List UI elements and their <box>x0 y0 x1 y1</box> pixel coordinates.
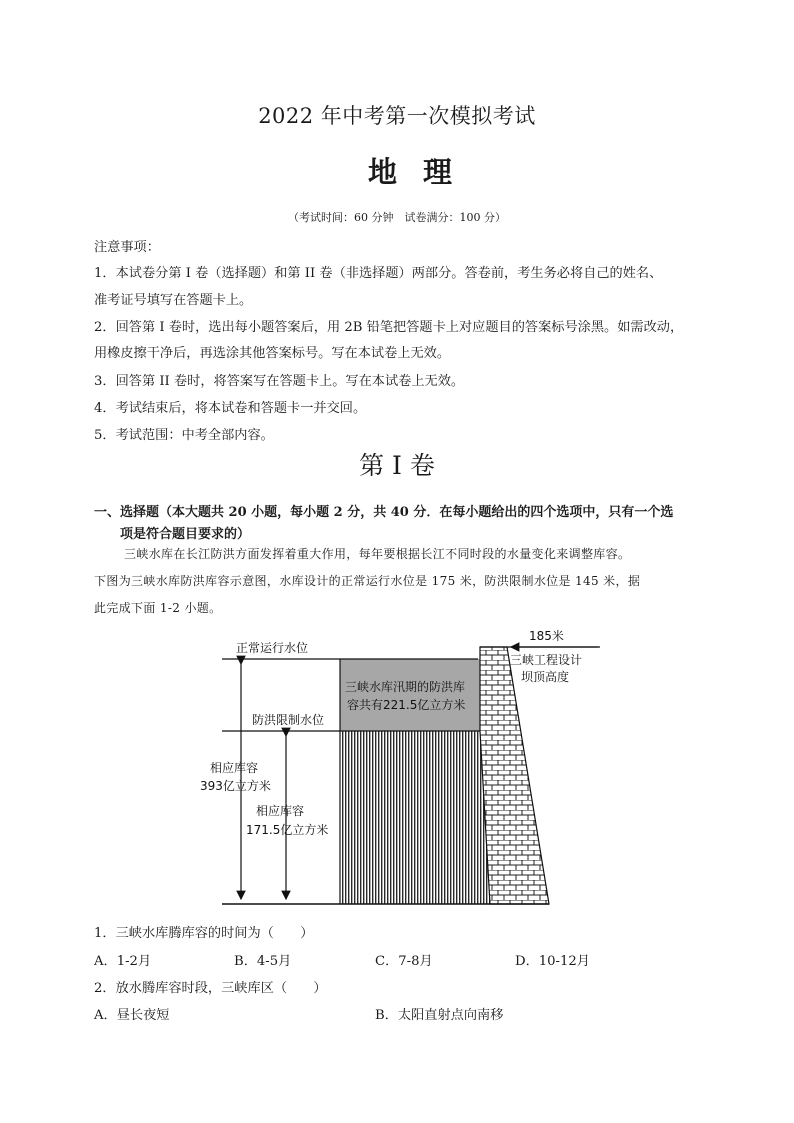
exam-info: （考试时间：60 分钟 试卷满分：100 分） <box>288 211 506 224</box>
subject-title: 地理 <box>367 155 478 189</box>
notice-line: 用橡皮擦干净后，再选涂其他答案标号。写在本试卷上无效。 <box>94 346 451 361</box>
notice-title: 注意事项： <box>94 240 160 255</box>
label-capacity-393-2: 393亿立方米 <box>200 779 271 793</box>
section-heading-cont: 项是符合题目要求的） <box>120 527 251 542</box>
question-1-option-c: C．7-8月 <box>375 954 433 969</box>
notice-line: 4．考试结束后，将本试卷和答题卡一并交回。 <box>94 401 367 416</box>
passage-line: 此完成下面 1-2 小题。 <box>94 601 222 615</box>
question-2-option-a: A．昼长夜短 <box>94 1008 170 1023</box>
reservoir-water-below-limit <box>340 731 490 904</box>
question-1-option-b: B．4-5月 <box>234 954 292 969</box>
flood-storage-area <box>340 659 480 731</box>
label-normal-level: 正常运行水位 <box>236 641 309 655</box>
question-1-option-d: D．10-12月 <box>515 954 590 969</box>
question-1-option-a: A．1-2月 <box>94 954 152 969</box>
label-dam-design-1: 三峡工程设计 <box>510 653 583 667</box>
notice-line: 5．考试范围：中考全部内容。 <box>94 428 274 443</box>
question-2-option-b: B．太阳直射点向南移 <box>375 1008 504 1023</box>
notice-line: 3．回答第 II 卷时，将答案写在答题卡上。写在本试卷上无效。 <box>94 374 465 389</box>
notice-line: 1．本试卷分第 I 卷（选择题）和第 II 卷（非选择题）两部分。答卷前，考生务必将自己的姓名、 <box>94 266 663 281</box>
notice-line: 准考证号填写在答题卡上。 <box>94 293 253 308</box>
question-1-stem: 1．三峡水库腾库容的时间为（ ） <box>94 926 314 941</box>
volume-title: 第 I 卷 <box>359 451 435 480</box>
label-dam-design-2: 坝顶高度 <box>521 670 570 684</box>
label-capacity-171-2: 171.5亿立方米 <box>246 823 329 837</box>
passage-line: 三峡水库在长江防洪方面发挥着重大作用，每年要根据长江不同时段的水量变化来调整库容。 <box>124 547 631 561</box>
notice-line: 2．回答第 I 卷时，选出每小题答案后，用 2B 铅笔把答题卡上对应题目的答案标号涂黑。如需改动， <box>94 320 684 335</box>
label-flood-storage-2: 容共有221.5亿立方米 <box>347 698 466 712</box>
passage-line: 下图为三峡水库防洪库容示意图，水库设计的正常运行水位是 175 米，防洪限制水位是 145 米，据 <box>94 574 641 588</box>
exam-title: 2022 年中考第一次模拟考试 <box>258 104 536 128</box>
label-capacity-171-1: 相应库容 <box>256 804 305 818</box>
label-flood-storage-1: 三峡水库汛期的防洪库 <box>345 680 466 694</box>
dam-wall <box>480 647 549 904</box>
label-flood-limit: 防洪限制水位 <box>252 713 325 727</box>
section-heading: 一、选择题（本大题共 20 小题，每小题 2 分，共 40 分．在每小题给出的四个选项中，只有一个选 <box>94 505 674 520</box>
label-dam-height-value: 185米 <box>529 629 564 643</box>
label-capacity-393-1: 相应库容 <box>210 761 259 775</box>
question-2-stem: 2．放水腾库容时段，三峡库区（ ） <box>94 981 327 996</box>
